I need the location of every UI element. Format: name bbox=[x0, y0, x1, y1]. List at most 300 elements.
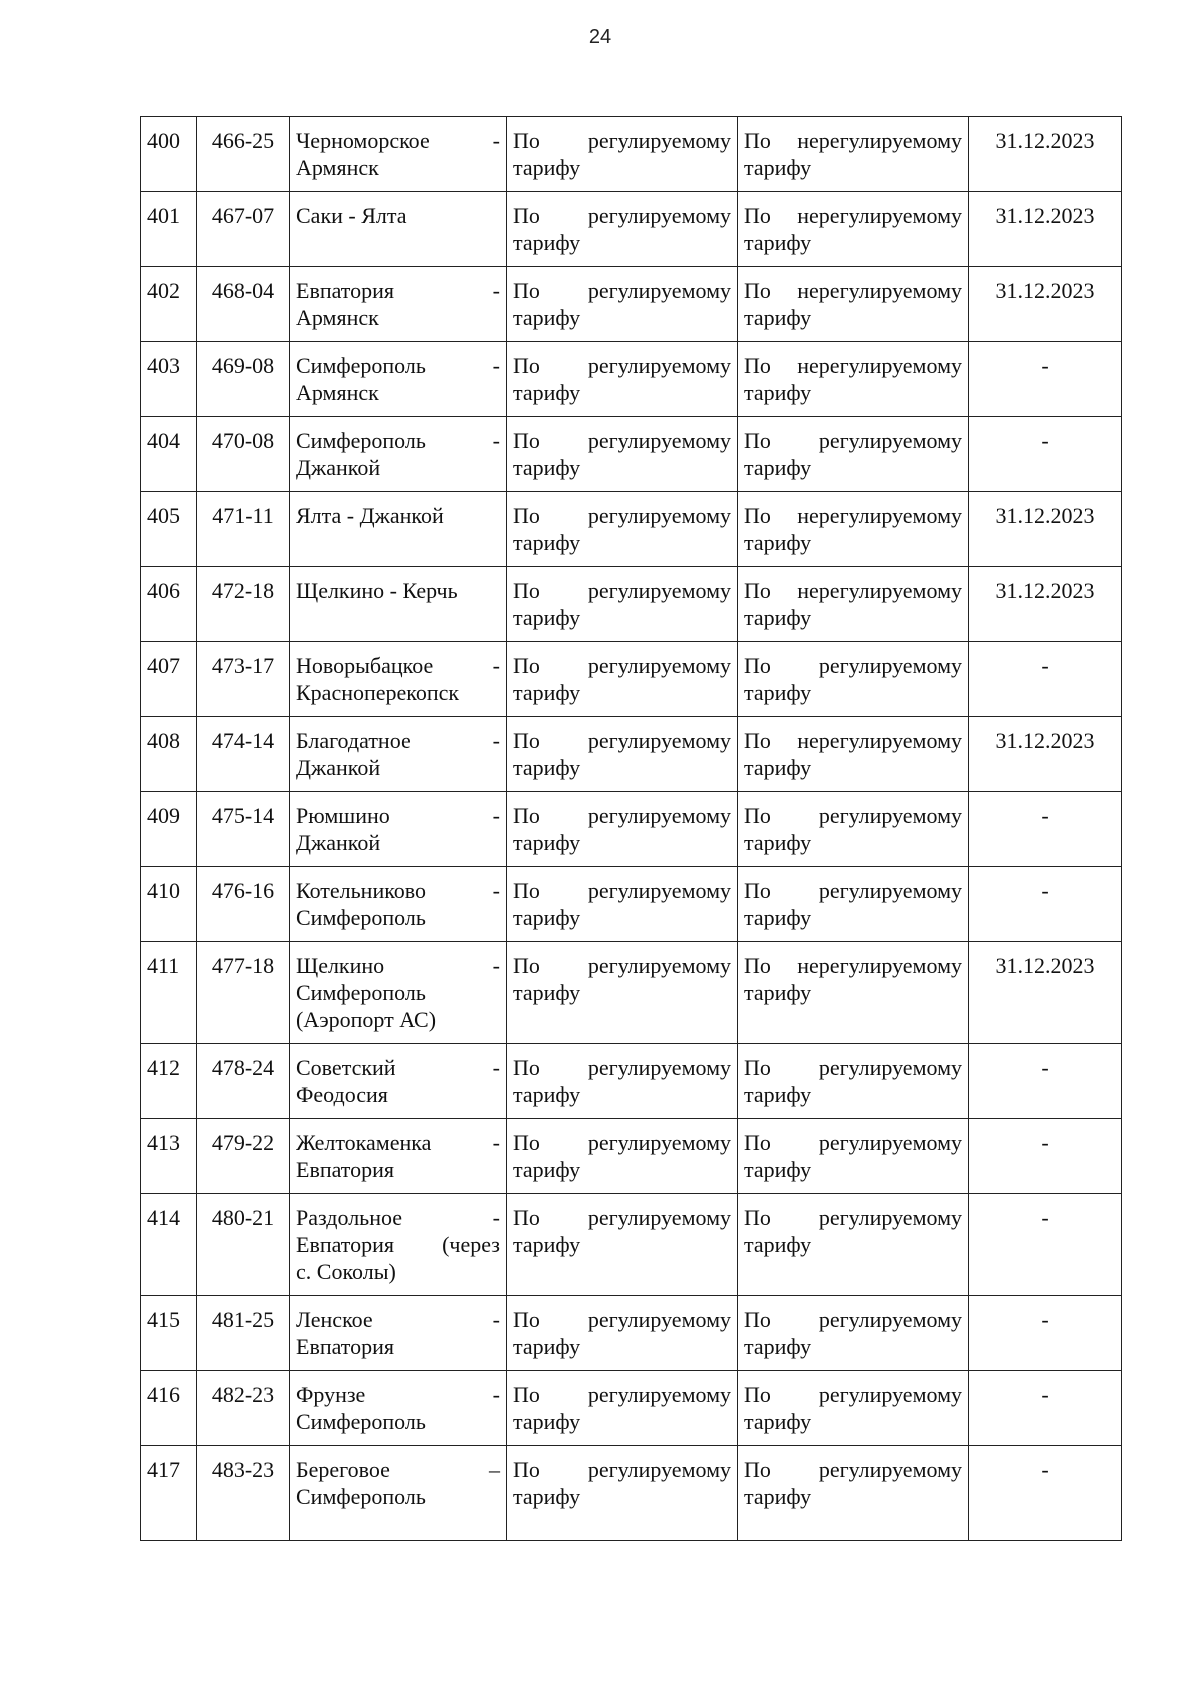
route-code-cell: 481-25 bbox=[197, 1296, 290, 1371]
tariff-word-po: По bbox=[513, 653, 540, 678]
tariff-word-tarif: тарифу bbox=[744, 1232, 812, 1257]
tariff-word-type: регулируемому bbox=[818, 1382, 962, 1407]
route-name-cell bbox=[290, 867, 507, 942]
tariff-word-type: нерегулируемому bbox=[797, 503, 962, 528]
tariff-word-po: По bbox=[513, 578, 540, 603]
route-name-cell bbox=[290, 1119, 507, 1194]
tariff-word-type: нерегулируемому bbox=[797, 278, 962, 303]
tariff-word-tarif: тарифу bbox=[744, 230, 812, 255]
tariff-word-type: регулируемому bbox=[587, 653, 731, 678]
date-cell: - bbox=[969, 792, 1122, 867]
route-line-1 bbox=[296, 277, 500, 304]
tariff-word-po: По bbox=[744, 503, 771, 528]
table-row bbox=[141, 717, 1122, 792]
row-number-cell: 409 bbox=[141, 792, 197, 867]
tariff-word-po: По bbox=[513, 428, 540, 453]
route-code-cell: 475-14 bbox=[197, 792, 290, 867]
tariff-cell bbox=[507, 117, 738, 192]
tariff-word-po: По bbox=[744, 653, 771, 678]
tariff-line-1 bbox=[744, 277, 962, 304]
tariff-word-tarif: тарифу bbox=[513, 230, 581, 255]
tariff-word-type: регулируемому bbox=[587, 728, 731, 753]
tariff-line-1 bbox=[744, 577, 962, 604]
route-line-1 bbox=[296, 952, 500, 979]
row-number-cell: 415 bbox=[141, 1296, 197, 1371]
tariff-word-type: регулируемому bbox=[587, 128, 731, 153]
tariff-word-type: регулируемому bbox=[587, 503, 731, 528]
row-number-cell: 402 bbox=[141, 267, 197, 342]
tariff-line-1 bbox=[513, 1129, 731, 1156]
route-code-cell: 472-18 bbox=[197, 567, 290, 642]
tariff-word-po: По bbox=[513, 503, 540, 528]
route-note-end: с. Соколы) bbox=[296, 1259, 396, 1284]
tariff-type-cell bbox=[738, 1296, 969, 1371]
date-cell: 31.12.2023 bbox=[969, 267, 1122, 342]
tariff-type-cell bbox=[738, 492, 969, 567]
tariff-word-tarif: тарифу bbox=[744, 830, 812, 855]
date-cell: - bbox=[969, 1194, 1122, 1296]
tariff-cell bbox=[507, 792, 738, 867]
table-row bbox=[141, 1194, 1122, 1296]
route-line-1 bbox=[296, 1456, 500, 1483]
table-row bbox=[141, 267, 1122, 342]
tariff-word-po: По bbox=[744, 728, 771, 753]
route-line-1 bbox=[296, 352, 500, 379]
table-row bbox=[141, 867, 1122, 942]
tariff-word-po: По bbox=[513, 803, 540, 828]
route-start: Евпатория bbox=[296, 278, 395, 303]
tariff-word-po: По bbox=[513, 953, 540, 978]
routes-table bbox=[140, 116, 1122, 1541]
tariff-line-1 bbox=[744, 427, 962, 454]
tariff-line-1 bbox=[513, 802, 731, 829]
date-cell: - bbox=[969, 342, 1122, 417]
tariff-line-1 bbox=[513, 1306, 731, 1333]
route-end: Армянск bbox=[296, 155, 379, 180]
route-code-cell: 480-21 bbox=[197, 1194, 290, 1296]
tariff-word-tarif: тарифу bbox=[513, 830, 581, 855]
route-start: Береговое bbox=[296, 1457, 390, 1482]
tariff-word-tarif: тарифу bbox=[744, 905, 812, 930]
tariff-line-1 bbox=[513, 1204, 731, 1231]
tariff-word-type: регулируемому bbox=[818, 1205, 962, 1230]
tariff-cell bbox=[507, 1194, 738, 1296]
tariff-line-1 bbox=[513, 202, 731, 229]
tariff-line-1 bbox=[513, 727, 731, 754]
route-name-cell bbox=[290, 342, 507, 417]
route-start: Щелкино - Керчь bbox=[296, 578, 458, 603]
route-start: Рюмшино bbox=[296, 803, 390, 828]
route-start: Раздольное bbox=[296, 1205, 403, 1230]
route-start: Котельниково bbox=[296, 878, 427, 903]
tariff-word-po: По bbox=[744, 1205, 771, 1230]
tariff-line-1 bbox=[744, 127, 962, 154]
table-row bbox=[141, 492, 1122, 567]
route-end: Феодосия bbox=[296, 1082, 388, 1107]
table-row bbox=[141, 1371, 1122, 1446]
tariff-line-1 bbox=[744, 1456, 962, 1483]
tariff-cell bbox=[507, 192, 738, 267]
route-start: Советский bbox=[296, 1055, 396, 1080]
tariff-word-po: По bbox=[744, 1055, 771, 1080]
route-end: Армянск bbox=[296, 305, 379, 330]
date-cell: - bbox=[969, 1296, 1122, 1371]
tariff-line-1 bbox=[513, 127, 731, 154]
tariff-word-tarif: тарифу bbox=[744, 605, 812, 630]
tariff-word-tarif: тарифу bbox=[513, 1334, 581, 1359]
tariff-word-po: По bbox=[744, 578, 771, 603]
date-cell: 31.12.2023 bbox=[969, 567, 1122, 642]
tariff-cell bbox=[507, 1371, 738, 1446]
route-start: Желтокаменка bbox=[296, 1130, 432, 1155]
route-line-1 bbox=[296, 877, 500, 904]
tariff-cell bbox=[507, 342, 738, 417]
table-row bbox=[141, 642, 1122, 717]
tariff-cell bbox=[507, 642, 738, 717]
route-name-cell bbox=[290, 1446, 507, 1541]
route-start: Симферополь bbox=[296, 428, 426, 453]
route-line-1 bbox=[296, 1306, 500, 1333]
date-cell: 31.12.2023 bbox=[969, 192, 1122, 267]
tariff-word-type: регулируемому bbox=[587, 1205, 731, 1230]
route-code-cell: 476-16 bbox=[197, 867, 290, 942]
tariff-line-1 bbox=[513, 352, 731, 379]
tariff-word-type: нерегулируемому bbox=[797, 128, 962, 153]
route-name-cell bbox=[290, 117, 507, 192]
page-number: 24 bbox=[588, 26, 612, 48]
route-start: Щелкино bbox=[296, 953, 385, 978]
tariff-word-po: По bbox=[744, 353, 771, 378]
tariff-word-type: регулируемому bbox=[818, 1457, 962, 1482]
tariff-word-tarif: тарифу bbox=[513, 1082, 581, 1107]
date-cell: - bbox=[969, 1119, 1122, 1194]
tariff-word-type: регулируемому bbox=[587, 1382, 731, 1407]
tariff-word-tarif: тарифу bbox=[513, 680, 581, 705]
route-line-1 bbox=[296, 727, 500, 754]
tariff-cell bbox=[507, 567, 738, 642]
route-code-cell: 479-22 bbox=[197, 1119, 290, 1194]
table-row bbox=[141, 417, 1122, 492]
route-line-1 bbox=[296, 1204, 500, 1231]
table-row bbox=[141, 192, 1122, 267]
tariff-type-cell bbox=[738, 117, 969, 192]
tariff-word-type: нерегулируемому bbox=[797, 203, 962, 228]
tariff-cell bbox=[507, 1446, 738, 1541]
route-line-1 bbox=[296, 202, 500, 229]
route-start: Новорыбацкое bbox=[296, 653, 434, 678]
date-cell: 31.12.2023 bbox=[969, 717, 1122, 792]
route-name-cell bbox=[290, 567, 507, 642]
tariff-line-1 bbox=[744, 1306, 962, 1333]
route-end: Красноперекопск bbox=[296, 680, 460, 705]
route-name-cell bbox=[290, 792, 507, 867]
route-end: Симферополь bbox=[296, 1409, 426, 1434]
date-cell: - bbox=[969, 642, 1122, 717]
route-name-cell bbox=[290, 942, 507, 1044]
tariff-word-tarif: тарифу bbox=[744, 1334, 812, 1359]
tariff-word-type: регулируемому bbox=[818, 1130, 962, 1155]
route-dash: - bbox=[492, 428, 500, 453]
tariff-word-po: По bbox=[744, 428, 771, 453]
tariff-cell bbox=[507, 1119, 738, 1194]
route-dash: - bbox=[492, 278, 500, 303]
tariff-word-type: регулируемому bbox=[587, 1130, 731, 1155]
route-name-cell bbox=[290, 1044, 507, 1119]
route-end: Джанкой bbox=[296, 455, 381, 480]
tariff-line-1 bbox=[744, 1054, 962, 1081]
route-dash: – bbox=[489, 1457, 500, 1482]
tariff-word-po: По bbox=[744, 278, 771, 303]
tariff-word-tarif: тарифу bbox=[513, 1157, 581, 1182]
tariff-word-tarif: тарифу bbox=[744, 530, 812, 555]
tariff-word-type: нерегулируемому bbox=[797, 353, 962, 378]
route-name-cell bbox=[290, 192, 507, 267]
route-end: Симферополь bbox=[296, 905, 426, 930]
tariff-word-type: регулируемому bbox=[818, 878, 962, 903]
tariff-word-tarif: тарифу bbox=[744, 455, 812, 480]
tariff-word-type: нерегулируемому bbox=[797, 578, 962, 603]
route-dash: - bbox=[492, 953, 500, 978]
tariff-word-po: По bbox=[744, 1382, 771, 1407]
tariff-word-po: По bbox=[513, 278, 540, 303]
row-number-cell: 413 bbox=[141, 1119, 197, 1194]
tariff-word-po: По bbox=[513, 353, 540, 378]
route-code-cell: 483-23 bbox=[197, 1446, 290, 1541]
route-start: Черноморское bbox=[296, 128, 430, 153]
tariff-line-1 bbox=[744, 502, 962, 529]
route-name-cell bbox=[290, 1194, 507, 1296]
tariff-line-1 bbox=[744, 952, 962, 979]
date-cell: - bbox=[969, 1044, 1122, 1119]
date-cell: - bbox=[969, 1371, 1122, 1446]
tariff-type-cell bbox=[738, 642, 969, 717]
tariff-word-type: регулируемому bbox=[818, 803, 962, 828]
route-start: Фрунзе bbox=[296, 1382, 366, 1407]
tariff-line-1 bbox=[513, 877, 731, 904]
route-dash: - bbox=[492, 1382, 500, 1407]
route-dash: - bbox=[492, 653, 500, 678]
table-row bbox=[141, 567, 1122, 642]
date-cell: 31.12.2023 bbox=[969, 942, 1122, 1044]
route-note: (Аэропорт АС) bbox=[296, 1007, 437, 1032]
route-dash: - bbox=[492, 728, 500, 753]
table-row bbox=[141, 792, 1122, 867]
route-end: Симферополь bbox=[296, 980, 426, 1005]
tariff-word-tarif: тарифу bbox=[513, 1409, 581, 1434]
tariff-word-tarif: тарифу bbox=[513, 530, 581, 555]
tariff-cell bbox=[507, 1296, 738, 1371]
table-row bbox=[141, 342, 1122, 417]
route-name-cell bbox=[290, 717, 507, 792]
row-number-cell: 416 bbox=[141, 1371, 197, 1446]
row-number-cell: 412 bbox=[141, 1044, 197, 1119]
route-end: Джанкой bbox=[296, 830, 381, 855]
tariff-type-cell bbox=[738, 267, 969, 342]
route-line-1 bbox=[296, 1381, 500, 1408]
table-row bbox=[141, 1044, 1122, 1119]
route-code-cell: 468-04 bbox=[197, 267, 290, 342]
tariff-type-cell bbox=[738, 567, 969, 642]
route-start: Саки - Ялта bbox=[296, 203, 407, 228]
tariff-word-tarif: тарифу bbox=[513, 305, 581, 330]
tariff-line-1 bbox=[744, 727, 962, 754]
tariff-word-tarif: тарифу bbox=[744, 1484, 812, 1509]
route-code-cell: 473-17 bbox=[197, 642, 290, 717]
tariff-cell bbox=[507, 1044, 738, 1119]
tariff-word-po: По bbox=[744, 1457, 771, 1482]
route-line-1 bbox=[296, 652, 500, 679]
tariff-word-type: регулируемому bbox=[818, 1055, 962, 1080]
tariff-word-po: По bbox=[513, 203, 540, 228]
row-number-cell: 414 bbox=[141, 1194, 197, 1296]
tariff-word-po: По bbox=[744, 128, 771, 153]
tariff-word-po: По bbox=[513, 1130, 540, 1155]
route-line-1 bbox=[296, 802, 500, 829]
route-start: Симферополь bbox=[296, 353, 426, 378]
tariff-line-1 bbox=[513, 577, 731, 604]
row-number-cell: 406 bbox=[141, 567, 197, 642]
route-dash: - bbox=[492, 803, 500, 828]
tariff-word-tarif: тарифу bbox=[744, 1157, 812, 1182]
tariff-line-1 bbox=[513, 1054, 731, 1081]
route-end: Евпатория bbox=[296, 1334, 395, 1359]
table-row bbox=[141, 1296, 1122, 1371]
tariff-word-tarif: тарифу bbox=[513, 155, 581, 180]
tariff-word-type: регулируемому bbox=[818, 428, 962, 453]
route-dash: - bbox=[492, 1055, 500, 1080]
tariff-type-cell bbox=[738, 867, 969, 942]
tariff-word-tarif: тарифу bbox=[513, 755, 581, 780]
tariff-word-po: По bbox=[513, 1307, 540, 1332]
route-name-cell bbox=[290, 417, 507, 492]
tariff-type-cell bbox=[738, 792, 969, 867]
tariff-word-type: регулируемому bbox=[587, 1457, 731, 1482]
tariff-word-tarif: тарифу bbox=[744, 1409, 812, 1434]
tariff-word-po: По bbox=[513, 128, 540, 153]
route-name-cell bbox=[290, 642, 507, 717]
tariff-word-tarif: тарифу bbox=[513, 1232, 581, 1257]
tariff-word-tarif: тарифу bbox=[513, 455, 581, 480]
route-name-cell bbox=[290, 1296, 507, 1371]
tariff-type-cell bbox=[738, 717, 969, 792]
route-code-cell: 469-08 bbox=[197, 342, 290, 417]
tariff-cell bbox=[507, 867, 738, 942]
tariff-word-type: регулируемому bbox=[587, 278, 731, 303]
route-line-2 bbox=[296, 1231, 500, 1258]
tariff-word-tarif: тарифу bbox=[744, 305, 812, 330]
tariff-word-po: По bbox=[744, 203, 771, 228]
tariff-word-type: регулируемому bbox=[587, 878, 731, 903]
tariff-type-cell bbox=[738, 1194, 969, 1296]
tariff-line-1 bbox=[513, 652, 731, 679]
route-dash: - bbox=[492, 353, 500, 378]
tariff-word-tarif: тарифу bbox=[744, 155, 812, 180]
tariff-cell bbox=[507, 942, 738, 1044]
tariff-line-1 bbox=[744, 1381, 962, 1408]
route-start: Благодатное bbox=[296, 728, 411, 753]
tariff-word-type: регулируемому bbox=[818, 653, 962, 678]
tariff-cell bbox=[507, 717, 738, 792]
tariff-word-po: По bbox=[513, 1055, 540, 1080]
tariff-line-1 bbox=[744, 652, 962, 679]
row-number-cell: 408 bbox=[141, 717, 197, 792]
tariff-type-cell bbox=[738, 1371, 969, 1446]
route-dash: - bbox=[492, 1205, 500, 1230]
row-number-cell: 407 bbox=[141, 642, 197, 717]
row-number-cell: 417 bbox=[141, 1446, 197, 1541]
tariff-line-1 bbox=[744, 1204, 962, 1231]
tariff-cell bbox=[507, 417, 738, 492]
row-number-cell: 403 bbox=[141, 342, 197, 417]
tariff-word-tarif: тарифу bbox=[744, 980, 812, 1005]
route-end: Армянск bbox=[296, 380, 379, 405]
date-cell: - bbox=[969, 867, 1122, 942]
tariff-type-cell bbox=[738, 192, 969, 267]
tariff-word-type: регулируемому bbox=[587, 428, 731, 453]
tariff-line-1 bbox=[744, 802, 962, 829]
tariff-word-tarif: тарифу bbox=[744, 680, 812, 705]
tariff-word-po: По bbox=[744, 1307, 771, 1332]
table-row bbox=[141, 1119, 1122, 1194]
row-number-cell: 400 bbox=[141, 117, 197, 192]
route-line-1 bbox=[296, 1054, 500, 1081]
date-cell: - bbox=[969, 417, 1122, 492]
tariff-word-type: нерегулируемому bbox=[797, 728, 962, 753]
route-code-cell: 466-25 bbox=[197, 117, 290, 192]
row-number-cell: 411 bbox=[141, 942, 197, 1044]
tariff-line-1 bbox=[744, 352, 962, 379]
tariff-word-tarif: тарифу bbox=[744, 755, 812, 780]
route-end: Евпатория bbox=[296, 1157, 395, 1182]
tariff-word-po: По bbox=[513, 1457, 540, 1482]
route-code-cell: 478-24 bbox=[197, 1044, 290, 1119]
route-dash: - bbox=[492, 1307, 500, 1332]
tariff-cell bbox=[507, 267, 738, 342]
table-row bbox=[141, 1446, 1122, 1541]
route-name-cell bbox=[290, 1371, 507, 1446]
route-code-cell: 470-08 bbox=[197, 417, 290, 492]
date-cell: - bbox=[969, 1446, 1122, 1541]
route-line-1 bbox=[296, 127, 500, 154]
route-start: Ленское bbox=[296, 1307, 373, 1332]
date-cell: 31.12.2023 bbox=[969, 117, 1122, 192]
route-line-1 bbox=[296, 1129, 500, 1156]
tariff-word-type: нерегулируемому bbox=[797, 953, 962, 978]
row-number-cell: 405 bbox=[141, 492, 197, 567]
route-dash: - bbox=[492, 1130, 500, 1155]
table-row bbox=[141, 117, 1122, 192]
tariff-cell bbox=[507, 492, 738, 567]
tariff-line-1 bbox=[513, 427, 731, 454]
tariff-line-1 bbox=[513, 277, 731, 304]
tariff-word-type: регулируемому bbox=[587, 353, 731, 378]
tariff-word-type: регулируемому bbox=[587, 1307, 731, 1332]
tariff-word-type: регулируемому bbox=[587, 203, 731, 228]
tariff-word-po: По bbox=[513, 728, 540, 753]
tariff-word-type: регулируемому bbox=[587, 953, 731, 978]
tariff-word-tarif: тарифу bbox=[744, 380, 812, 405]
tariff-type-cell bbox=[738, 942, 969, 1044]
date-cell: 31.12.2023 bbox=[969, 492, 1122, 567]
tariff-word-po: По bbox=[744, 1130, 771, 1155]
tariff-word-tarif: тарифу bbox=[513, 980, 581, 1005]
route-line-1 bbox=[296, 502, 500, 529]
tariff-line-1 bbox=[513, 502, 731, 529]
route-code-cell: 474-14 bbox=[197, 717, 290, 792]
route-name-cell bbox=[290, 492, 507, 567]
tariff-word-po: По bbox=[744, 953, 771, 978]
tariff-line-1 bbox=[744, 202, 962, 229]
